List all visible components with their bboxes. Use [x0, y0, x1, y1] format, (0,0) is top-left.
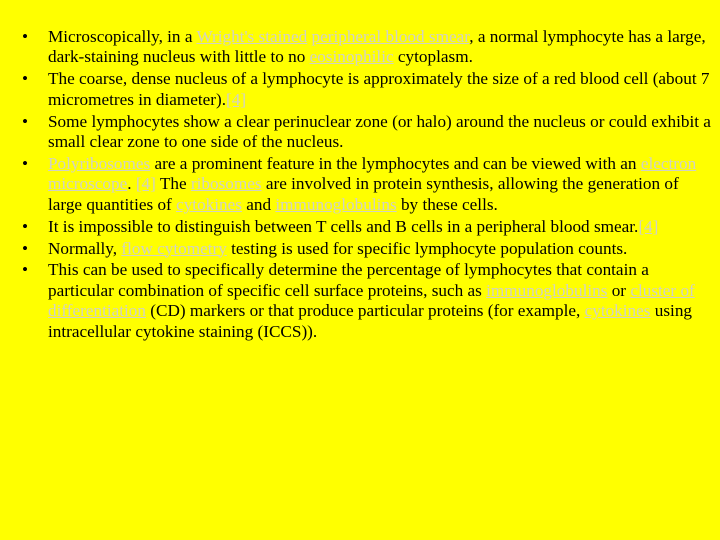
- text-segment: and: [241, 194, 276, 214]
- bullet-item: [18, 112, 716, 153]
- bullet-icon: •: [22, 153, 29, 173]
- hyperlink[interactable]: peripheral blood smear: [311, 27, 470, 46]
- bullet-item: [18, 217, 716, 237]
- bullet-list: [18, 27, 716, 344]
- text-segment: Microscopically, in a: [48, 27, 197, 46]
- text-segment: This can be used to specifically determine the percentage of lymphocytes that contain a particular combination of specific cell surface proteins, such as: [48, 260, 649, 300]
- bullet-item: [18, 27, 716, 68]
- text-segment: or: [607, 280, 631, 300]
- hyperlink[interactable]: [4]: [638, 216, 659, 236]
- text-segment: Normally,: [48, 238, 122, 258]
- text-segment: Some lymphocytes show a clear perinuclear zone (or halo) around the nucleus or could exhibit a small clear zone to one side of the nucleus.: [48, 111, 711, 152]
- text-segment: using intracellular cytokine staining (ICCS)).: [48, 301, 693, 341]
- hyperlink[interactable]: immunoglobulins: [275, 194, 397, 214]
- text-segment: , a normal lymphocyte has a large, dark-staining nucleus with little to no: [48, 27, 706, 67]
- hyperlink[interactable]: ribosomes: [190, 174, 262, 194]
- text-segment: It is impossible to distinguish between T cells and B cells in a peripheral blood smear.: [48, 216, 639, 236]
- hyperlink[interactable]: immunoglobulins: [486, 280, 608, 300]
- bullet-item: [18, 69, 716, 110]
- bullet-icon: •: [22, 260, 29, 280]
- text-segment: The coarse, dense nucleus of a lymphocyte is approximately the size of a red blood cell (about 7 micrometres in diameter).: [48, 69, 710, 109]
- text-segment: cytoplasm.: [393, 47, 473, 67]
- bullet-item: [18, 154, 716, 215]
- text-segment: are a prominent feature in the lymphocytes and can be viewed with an: [150, 153, 641, 173]
- hyperlink[interactable]: cytokines: [584, 301, 651, 321]
- bullet-icon: •: [22, 238, 29, 258]
- text-segment: The: [155, 174, 191, 194]
- hyperlink[interactable]: eosinophilic: [309, 47, 394, 67]
- bullet-icon: •: [22, 216, 29, 236]
- bullet-item: [18, 239, 716, 259]
- hyperlink[interactable]: [4]: [135, 174, 156, 194]
- bullet-icon: •: [22, 69, 29, 89]
- bullet-icon: •: [22, 27, 29, 46]
- hyperlink[interactable]: cluster of differentiation: [48, 280, 695, 321]
- hyperlink[interactable]: electron microscope: [48, 153, 697, 194]
- hyperlink[interactable]: cytokines: [176, 194, 242, 214]
- hyperlink[interactable]: Polyribosomes: [48, 153, 151, 173]
- text-segment: .: [127, 174, 136, 194]
- bullet-icon: •: [22, 111, 29, 131]
- text-segment: (CD) markers or that produce particular proteins (for example,: [146, 301, 585, 321]
- hyperlink[interactable]: [4]: [226, 89, 247, 109]
- hyperlink[interactable]: Wright's stained: [196, 27, 308, 46]
- hyperlink[interactable]: flow cytometry: [121, 238, 227, 258]
- bullet-item: [18, 260, 716, 342]
- text-segment: by these cells.: [396, 194, 498, 214]
- text-segment: are involved in protein synthesis, allowing the generation of large quantities of: [48, 174, 679, 214]
- text-segment: testing is used for specific lymphocyte population counts.: [226, 238, 628, 258]
